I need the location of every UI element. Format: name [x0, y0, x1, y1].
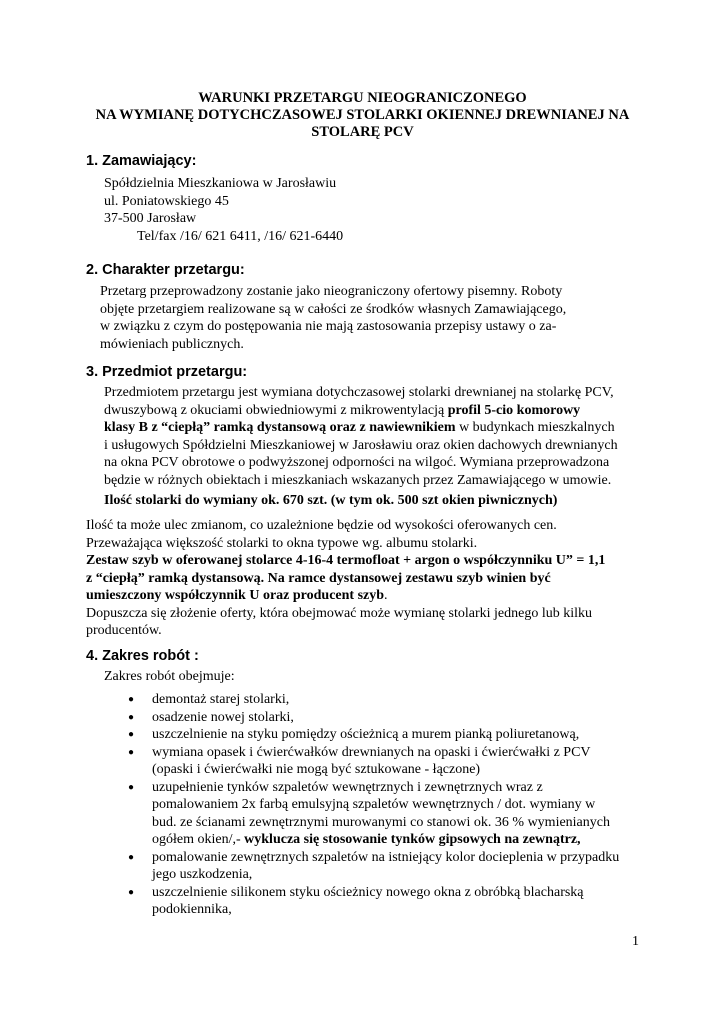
paragraph-line-2: Przeważająca większość stolarki to okna typowe wg. albumu stolarki.	[86, 535, 478, 551]
paragraph-line-6: Dopuszcza się złożenie oferty, która obejmować może wymianę stolarki jednego lub kilku	[86, 605, 593, 621]
gypsum-exclusion: wyklucza się stosowanie tynków gipsowych na zewnątrz,	[244, 832, 581, 847]
bullet-icon: ●	[128, 886, 135, 898]
list-item	[128, 779, 619, 849]
bullet-icon: ●	[128, 711, 135, 723]
section-4-intro: Zakres robót obejmuje:	[104, 669, 235, 684]
paragraph-line-5-dot: .	[384, 588, 388, 603]
class-spec: klasy B z “ciepłą” ramką dystansową oraz z nawiewnikiem	[104, 420, 456, 435]
quantity-note: Ilość stolarki do wymiany ok. 670 szt. (w tym ok. 500 szt okien piwnicznych)	[104, 493, 558, 508]
section-3-line-2	[104, 402, 618, 420]
list-item	[128, 691, 619, 709]
bullet-icon: ●	[128, 694, 135, 705]
section-3-line-3-text: w budynkach mieszkalnych	[455, 420, 615, 435]
section-1-body	[104, 175, 343, 245]
paragraph-line-5	[86, 587, 605, 605]
list-item-text: uszczelnienie na styku pomiędzy ościeżnicą a murem pianką poliuretanową,	[152, 727, 580, 742]
section-3-line-2-text: dwuszybową z okuciami obwiedniowymi z mikrowentylacją	[104, 402, 448, 418]
section-2-line-2: objęte przetargiem realizowane są w całości ze środków własnych Zamawiającego,	[100, 301, 567, 317]
ordering-party-name: Spółdzielnia Mieszkaniowa w Jarosławiu	[104, 176, 337, 191]
bullet-icon: ●	[128, 746, 135, 758]
document-title	[0, 90, 725, 141]
section-3-line-1: Przedmiotem przetargu jest wymiana dotychczasowej stolarki drewnianej na stolarkę PCV,	[104, 385, 614, 400]
section-3-heading: 3. Przedmiot przetargu:	[86, 364, 248, 380]
title-line-1: WARUNKI PRZETARGU NIEOGRANICZONEGO	[198, 90, 527, 106]
list-item-text: bud. ze ścianami zewnętrznymi murowanymi co stanowi ok. 36 % wymienianych	[152, 814, 610, 830]
list-item	[128, 884, 619, 919]
list-item-text: podokiennika,	[152, 902, 232, 917]
paragraph-line-7: producentów.	[86, 623, 162, 638]
list-item-text: (opaski i ćwierćwałki nie mogą być sztukowane - łączone)	[152, 762, 481, 777]
section-3-line-3	[104, 419, 618, 437]
list-item-text: pomalowaniem 2x farbą emulsyjną szpaletów wewnętrznych / dot. wymiany w	[152, 797, 596, 812]
bullet-icon: ●	[128, 729, 135, 740]
list-item-text: demontaż starej stolarki,	[152, 692, 290, 707]
ordering-party-phone: Tel/fax /16/ 621 6411, /16/ 621-6440	[137, 228, 344, 244]
title-line-3: STOLARĘ PCV	[311, 124, 414, 140]
list-item-text: uzupełnienie tynków szpaletów wewnętrznych i zewnętrznych wraz z	[152, 779, 543, 795]
paragraph-line-4: z “ciepłą” ramką dystansową. Na ramce dystansowej zestawu szyb winien być	[86, 570, 551, 586]
list-item	[128, 744, 619, 779]
list-item	[128, 726, 619, 744]
section-2-line-4: mówieniach publicznych.	[100, 336, 244, 352]
bullet-icon: ●	[128, 851, 135, 863]
list-item-text: osadzenie nowej stolarki,	[152, 709, 294, 725]
paragraph-line-5-bold: umieszczony współczynnik U oraz producent szyb	[86, 588, 385, 603]
list-item-text-part: ogółem okien/,-	[152, 832, 245, 847]
page-number: 1	[632, 934, 639, 949]
section-3-line-6: będzie w różnych obiektach i mieszkaniach wskazanych przez Zamawiającego w umowie.	[104, 472, 612, 488]
list-item-text: wymiana opasek i ćwierćwałków drewnianych na opaski i ćwierćwałki z PCV	[152, 744, 591, 760]
scope-bullet-list	[128, 691, 619, 919]
bullet-icon: ●	[128, 781, 135, 793]
paragraph-line-1: Ilość ta może ulec zmianom, co uzależnione będzie od wysokości oferowanych cen.	[86, 518, 557, 533]
paragraph-line-3: Zestaw szyb w oferowanej stolarce 4-16-4 termofloat + argon o współczynniku U” = 1,1	[86, 553, 606, 568]
list-item	[128, 849, 619, 884]
section-1-heading: 1. Zamawiający:	[86, 153, 197, 169]
list-item-text: jego uszkodzenia,	[152, 867, 253, 882]
section-3-line-5: na okna PCV obrotowe o podwyższonej odporności na wilgoć. Wymiana przeprowadzona	[104, 455, 610, 470]
section-3-line-4: i usługowych Spółdzielni Mieszkaniowej w Jarosławiu oraz okien dachowych drewnianych	[104, 437, 618, 453]
section-4-heading: 4. Zakres robót :	[86, 648, 199, 664]
section-2-line-1: Przetarg przeprowadzony zostanie jako nieograniczony ofertowy pisemny. Roboty	[100, 284, 563, 299]
list-item-text: uszczelnienie silikonem styku ościeżnicy nowego okna z obróbką blacharską	[152, 884, 584, 900]
profile-spec: profil 5-cio komorowy	[447, 402, 581, 418]
title-line-2: NA WYMIANĘ DOTYCHCZASOWEJ STOLARKI OKIENNEJ DREWNIANEJ NA	[95, 107, 630, 123]
ordering-party-street: ul. Poniatowskiego 45	[104, 193, 229, 209]
ordering-party-city: 37-500 Jarosław	[104, 211, 197, 226]
section-3-paragraph	[86, 517, 605, 640]
list-item	[128, 709, 619, 727]
section-2-heading: 2. Charakter przetargu:	[86, 262, 245, 278]
list-item-text: pomalowanie zewnętrznych szpaletów na istniejący kolor docieplenia w przypadku	[152, 849, 620, 865]
list-item-text	[152, 831, 619, 849]
section-2-line-3: w związku z czym do postępowania nie mają zastosowania przepisy ustawy o za-	[100, 319, 557, 334]
section-2-body	[100, 283, 566, 353]
section-3-body	[104, 384, 618, 489]
